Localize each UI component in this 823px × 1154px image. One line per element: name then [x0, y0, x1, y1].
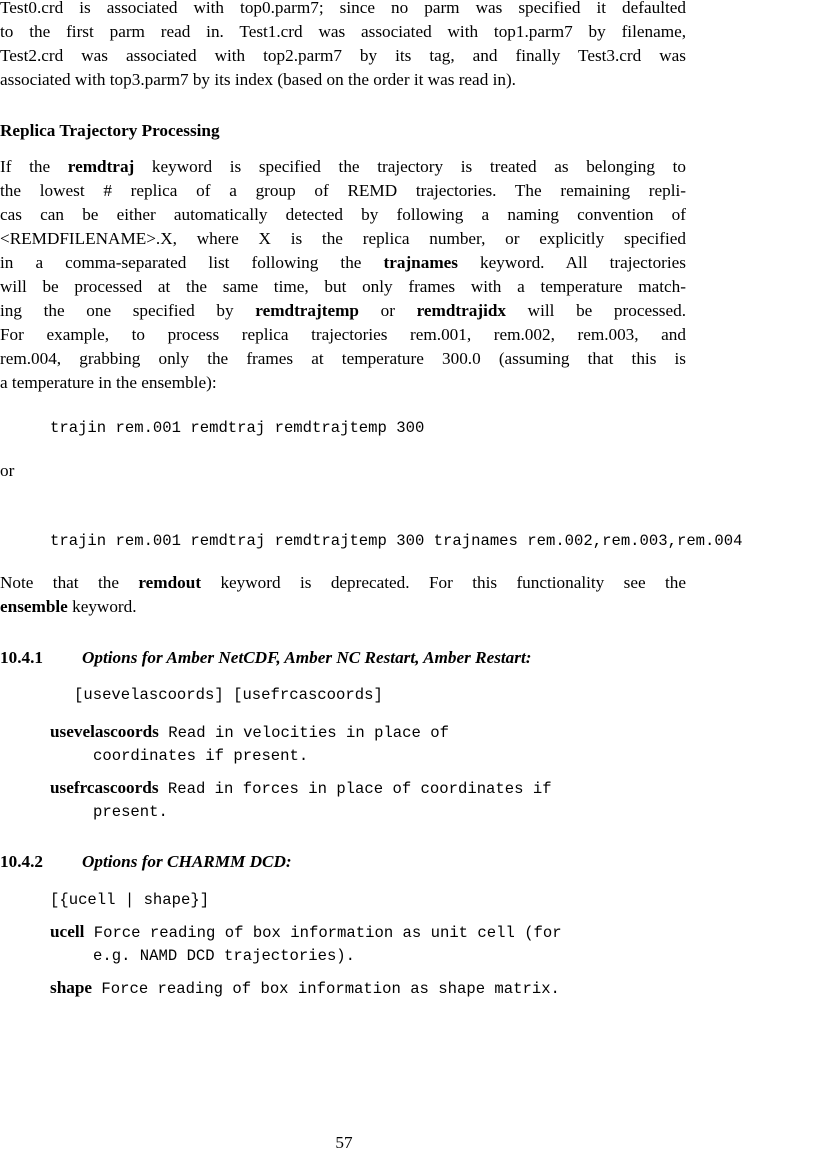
- note-line: ensemble keyword.: [0, 597, 137, 616]
- syntax-line: [usevelascoords] [usefrcascoords]: [74, 686, 383, 704]
- option-item: usefrcascoords Read in forces in place of coordinates if: [50, 778, 552, 798]
- syntax-line: [{ucell | shape}]: [50, 891, 210, 909]
- page-number: 57: [335, 1133, 353, 1152]
- paragraph-line: ing the one specified by remdtrajtemp or remdtrajidx will be processed.: [0, 301, 686, 320]
- paragraph-line: If the remdtraj keyword is specified the trajectory is treated as belonging to: [0, 157, 686, 176]
- paragraph-line: Test2.crd was associated with top2.parm7 by its tag, and finally Test3.crd was: [0, 46, 686, 65]
- paragraph-line: the lowest # replica of a group of REMD trajectories. The remaining repli-: [0, 181, 686, 200]
- code-example: trajin rem.001 remdtraj remdtrajtemp 300: [50, 419, 425, 437]
- paragraph-line: will be processed at the same time, but only frames with a temperature match-: [0, 277, 686, 296]
- paragraph-line: in a comma-separated list following the trajnames keyword. All trajectories: [0, 253, 686, 272]
- option-description: present.: [93, 803, 168, 821]
- paragraph-line: <REMDFILENAME>.X, where X is the replica number, or explicitly specified: [0, 229, 686, 248]
- paragraph-line: a temperature in the ensemble):: [0, 373, 217, 392]
- option-description: coordinates if present.: [93, 747, 309, 765]
- section-heading: Replica Trajectory Processing: [0, 121, 220, 140]
- paragraph-line: For example, to process replica trajectories rem.001, rem.002, rem.003, and: [0, 325, 686, 344]
- option-item: ucell Force reading of box information as unit cell (for: [50, 922, 562, 942]
- option-item: usevelascoords Read in velocities in place of: [50, 722, 449, 742]
- code-example: trajin rem.001 remdtraj remdtrajtemp 300 trajnames rem.002,rem.003,rem.004: [50, 532, 743, 550]
- paragraph-line: associated with top3.parm7 by its index (based on the order it was read in).: [0, 70, 516, 89]
- note-line: Note that the remdout keyword is deprecated. For this functionality see the: [0, 573, 686, 592]
- option-item: shape Force reading of box information as shape matrix.: [50, 978, 560, 998]
- connector-text: or: [0, 461, 15, 480]
- paragraph-line: to the first parm read in. Test1.crd was associated with top1.parm7 by filename,: [0, 22, 686, 41]
- paragraph-line: Test0.crd is associated with top0.parm7; since no parm was specified it defaulted: [0, 0, 686, 17]
- paragraph-line: rem.004, grabbing only the frames at temperature 300.0 (assuming that this is: [0, 349, 686, 368]
- subsection-heading: 10.4.2 Options for CHARMM DCD:: [0, 852, 292, 871]
- option-description: e.g. NAMD DCD trajectories).: [93, 947, 356, 965]
- paragraph-line: cas can be either automatically detected by following a naming convention of: [0, 205, 686, 224]
- subsection-heading: 10.4.1 Options for Amber NetCDF, Amber NC Restart, Amber Restart:: [0, 648, 532, 667]
